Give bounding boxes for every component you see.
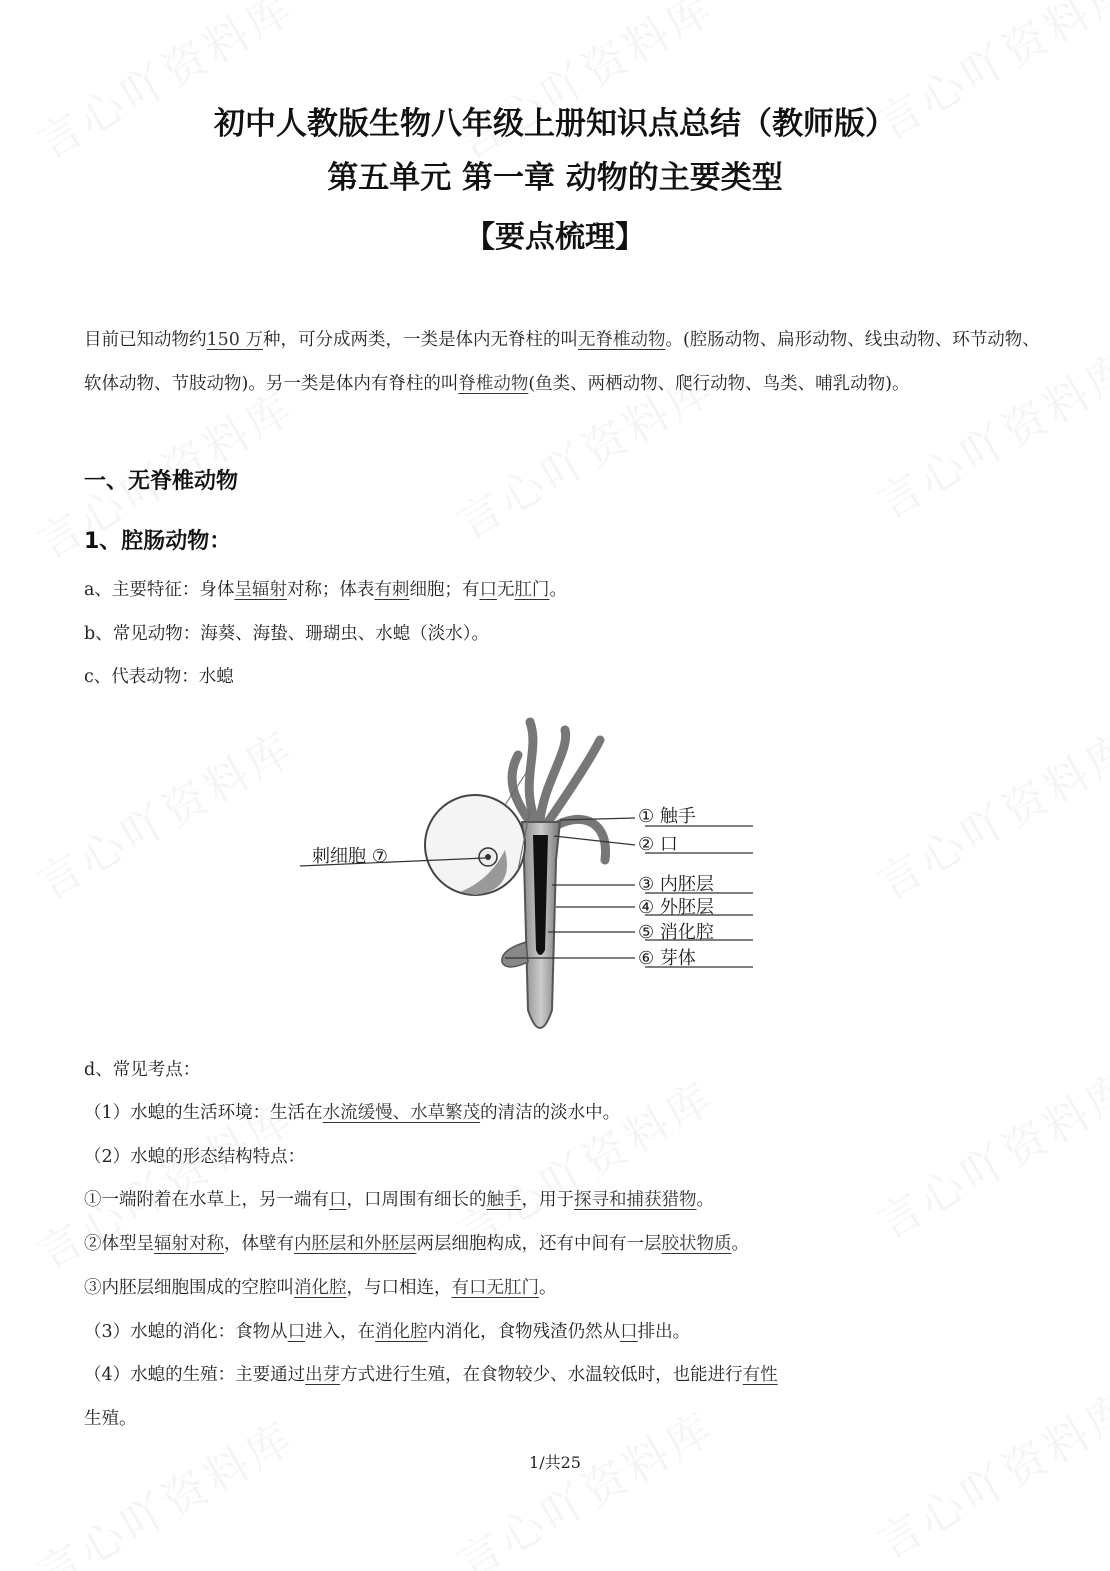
magnified-cell-circle [425, 795, 525, 895]
blank-answer: 无脊椎动物 [577, 330, 666, 350]
exam-point-2: （2）水螅的形态结构特点： [84, 1147, 306, 1167]
feature-c: c、代表动物：水螅 [84, 667, 234, 687]
exam-sub-1: ①一端附着在水草上，另一端有口，口周围有细长的触手，用于探寻和捕获猎物。 [84, 1190, 714, 1210]
label-endoderm: ③ 内胚层 [638, 874, 714, 895]
chapter-subtitle: 第五单元 第一章 动物的主要类型 [327, 160, 783, 196]
hydra-diagram [290, 710, 780, 1040]
section-label: 【要点梳理】 [465, 220, 645, 255]
intro-paragraph: 目前已知动物约150 万种，可分成两类，一类是体内无脊柱的叫无脊椎动物。(腔肠动物、扁形动物、线虫动物、环节动物、软体动物、节肢动物)。另一类是体内有脊柱的叫脊椎动物(鱼类、两栖动物、爬行动物、鸟类、哺乳动物)。 [84, 330, 1040, 394]
feature-b: b、常见动物：海葵、海蛰、珊瑚虫、水螅（淡水）。 [84, 624, 489, 644]
exam-point-1: （1）水螅的生活环境：生活在水流缓慢、水草繁茂的清洁的淡水中。 [84, 1103, 621, 1123]
watermark [23, 1402, 304, 1571]
label-bud: ⑥ 芽体 [638, 948, 696, 969]
label-digestive-cavity: ⑤ 消化腔 [638, 922, 714, 943]
exam-sub-2: ②体型呈辐射对称，体壁有内胚层和外胚层两层细胞构成，还有中间有一层胶状物质。 [84, 1234, 749, 1254]
heading-coelenterates: 1、腔肠动物： [84, 529, 232, 554]
exam-point-4-cont: 生殖。 [84, 1409, 137, 1429]
watermark [443, 0, 724, 172]
label-stinging-cell: 刺细胞 ⑦ [312, 846, 388, 867]
bud-shape [502, 942, 528, 967]
exam-heading: d、常见考点： [84, 1060, 201, 1080]
watermark [863, 1052, 1110, 1251]
document-title: 初中人教版生物八年级上册知识点总结（教师版） [214, 106, 896, 142]
blank-answer: 脊椎动物 [458, 374, 529, 394]
label-mouth: ② 口 [638, 834, 678, 855]
label-tentacle: ① 触手 [638, 806, 696, 827]
exam-point-3: （3）水螅的消化：食物从口进入，在消化腔内消化，食物残渣仍然从口排出。 [84, 1322, 691, 1342]
exam-sub-3: ③内胚层细胞围成的空腔叫消化腔，与口相连，有口无肛门。 [84, 1278, 557, 1298]
exam-point-4: （4）水螅的生殖：主要通过出芽方式进行生殖，在食物较少、水温较低时，也能进行有性 [84, 1365, 778, 1385]
watermark [863, 712, 1110, 911]
label-ectoderm: ④ 外胚层 [638, 897, 714, 918]
heading-invertebrates: 一、无脊椎动物 [84, 469, 239, 494]
page-number: 1/共25 [529, 1453, 581, 1472]
feature-a: a、主要特征：身体呈辐射对称；体表有刺细胞；有口无肛门。 [84, 580, 567, 600]
blank-answer: 150 万 [206, 330, 263, 350]
watermark [23, 0, 304, 172]
watermark [23, 712, 304, 911]
watermark [443, 1392, 724, 1571]
